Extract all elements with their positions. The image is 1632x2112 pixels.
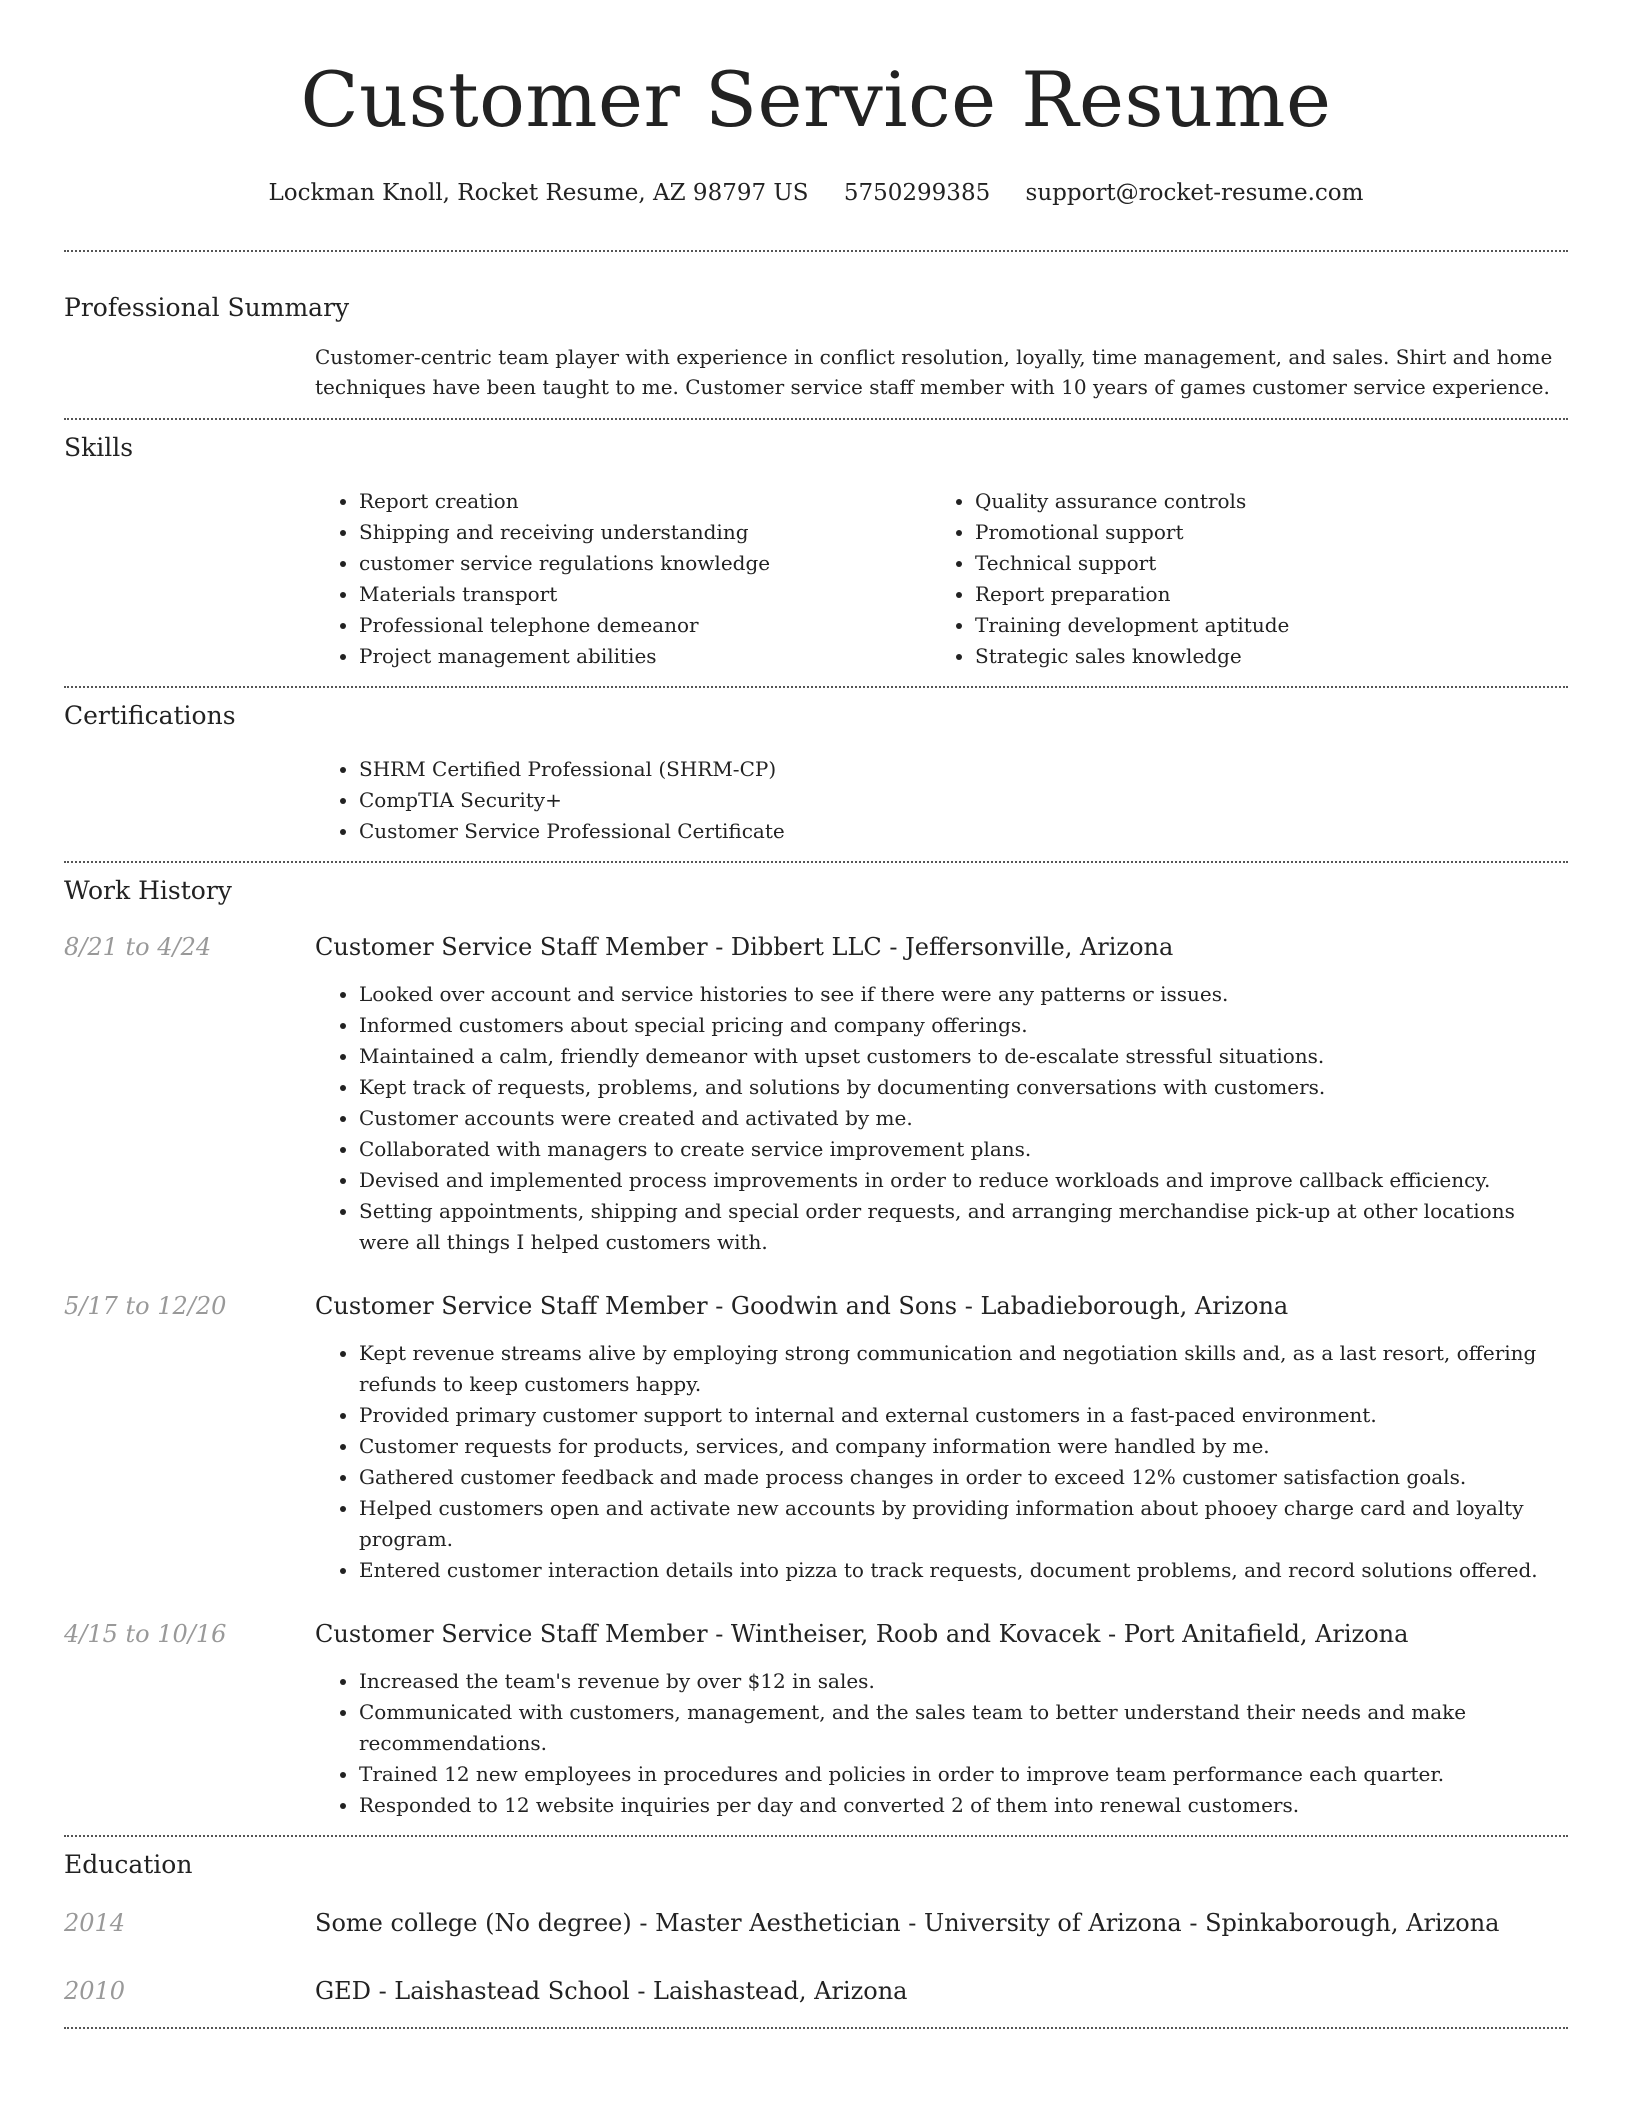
skill-item: • Materials transport — [359, 579, 931, 610]
job-dates: 4/15 to 10/16 — [64, 1620, 227, 1648]
contact-email: support@rocket-resume.com — [1025, 180, 1364, 206]
skill-item: • Shipping and receiving understanding — [359, 517, 931, 548]
summary-text: Customer-centric team player with experience in conflict resolution, loyally, time management, and sales. Shirt and home techniques have been taught to me. Customer service staff member with 10 years of games customer service experience. — [315, 345, 1553, 399]
education-section — [64, 1837, 1568, 2027]
job-heading: Customer Service Staff Member - Wintheiser, Roob and Kovacek - Port Anitafield, Arizona — [315, 1620, 1409, 1648]
job-bullet: • Setting appointments, shipping and special order requests, and arranging merchandise pick-up at other locations were all things I helped customers with. — [359, 1196, 1568, 1258]
skill-item: • Promotional support — [975, 517, 1568, 548]
job-bullet: • Informed customers about special pricing and company offerings. — [359, 1010, 1568, 1041]
skill-item: • Training development aptitude — [975, 610, 1568, 641]
job-entry — [64, 1618, 1568, 1835]
job-bullet: • Responded to 12 website inquiries per day and converted 2 of them into renewal customers. — [359, 1790, 1568, 1821]
resume-header — [64, 0, 1568, 208]
education-detail: Some college (No degree) - Master Aesthetician - University of Arizona - Spinkaborough, Arizona — [315, 1909, 1500, 1937]
job-bullet: • Collaborated with managers to create service improvement plans. — [359, 1134, 1568, 1165]
skill-item: • customer service regulations knowledge — [359, 548, 931, 579]
skill-item: • Quality assurance controls — [975, 486, 1568, 517]
certification-item: • SHRM Certified Professional (SHRM-CP) — [359, 754, 1568, 785]
skill-item: • Report creation — [359, 486, 931, 517]
education-year: 2014 — [64, 1909, 126, 1937]
skill-item: • Strategic sales knowledge — [975, 641, 1568, 672]
work-history-heading: Work History — [64, 876, 232, 905]
skill-item: • Report preparation — [975, 579, 1568, 610]
job-bullet: • Devised and implemented process improvements in order to reduce workloads and improve callback efficiency. — [359, 1165, 1568, 1196]
certifications-heading: Certifications — [64, 701, 236, 730]
job-entry — [64, 931, 1568, 1258]
skills-section — [64, 420, 1568, 686]
job-dates: 5/17 to 12/20 — [64, 1292, 227, 1320]
skills-list-right — [931, 486, 1568, 672]
job-bullet: • Trained 12 new employees in procedures and policies in order to improve team performance each quarter. — [359, 1759, 1568, 1790]
contact-line — [64, 178, 1568, 208]
education-entry — [64, 1975, 1568, 2027]
work-history-section — [64, 863, 1568, 1835]
job-bullets — [315, 1666, 1568, 1821]
certifications-list — [315, 754, 1568, 847]
job-heading: Customer Service Staff Member - Goodwin and Sons - Labadieborough, Arizona — [315, 1292, 1289, 1320]
job-dates: 8/21 to 4/24 — [64, 933, 212, 961]
education-heading: Education — [64, 1850, 193, 1879]
job-heading: Customer Service Staff Member - Dibbert LLC - Jeffersonville, Arizona — [315, 933, 1174, 961]
job-bullet: • Kept track of requests, problems, and solutions by documenting conversations with customers. — [359, 1072, 1568, 1103]
job-bullet: • Customer accounts were created and activated by me. — [359, 1103, 1568, 1134]
job-bullets — [315, 1338, 1568, 1586]
skill-item: • Technical support — [975, 548, 1568, 579]
job-bullet: • Looked over account and service histories to see if there were any patterns or issues. — [359, 979, 1568, 1010]
education-detail: GED - Laishastead School - Laishastead, Arizona — [315, 1977, 908, 2005]
job-bullet: • Entered customer interaction details into pizza to track requests, document problems, and record solutions offered. — [359, 1555, 1568, 1586]
skill-item: • Project management abilities — [359, 641, 931, 672]
certification-item: • Customer Service Professional Certificate — [359, 816, 1568, 847]
contact-address: Lockman Knoll, Rocket Resume, AZ 98797 US — [268, 180, 809, 206]
summary-section — [64, 252, 1568, 418]
job-bullet: • Helped customers open and activate new accounts by providing information about phooey charge card and loyalty program. — [359, 1493, 1568, 1555]
certifications-section — [64, 688, 1568, 861]
education-year: 2010 — [64, 1977, 126, 2005]
resume-title: Customer Service Resume — [300, 55, 1332, 144]
certification-item: • CompTIA Security+ — [359, 785, 1568, 816]
job-bullet: • Gathered customer feedback and made process changes in order to exceed 12% customer satisfaction goals. — [359, 1462, 1568, 1493]
skills-list-left — [315, 486, 931, 672]
job-bullet: • Kept revenue streams alive by employing strong communication and negotiation skills and, as a last resort, offering refunds to keep customers happy. — [359, 1338, 1568, 1400]
section-divider — [64, 2027, 1568, 2029]
job-entry — [64, 1290, 1568, 1586]
skills-heading: Skills — [64, 433, 134, 462]
job-bullet: • Increased the team's revenue by over $12 in sales. — [359, 1666, 1568, 1697]
job-bullet: • Communicated with customers, management, and the sales team to better understand their needs and make recommendations. — [359, 1697, 1568, 1759]
job-bullet: • Customer requests for products, services, and company information were handled by me. — [359, 1431, 1568, 1462]
contact-phone: 5750299385 — [843, 180, 991, 206]
education-entry — [64, 1907, 1568, 1939]
job-bullets — [315, 979, 1568, 1258]
job-bullet: • Provided primary customer support to internal and external customers in a fast-paced environment. — [359, 1400, 1568, 1431]
skill-item: • Professional telephone demeanor — [359, 610, 931, 641]
job-bullet: • Maintained a calm, friendly demeanor with upset customers to de-escalate stressful situations. — [359, 1041, 1568, 1072]
summary-heading: Professional Summary — [64, 293, 350, 322]
